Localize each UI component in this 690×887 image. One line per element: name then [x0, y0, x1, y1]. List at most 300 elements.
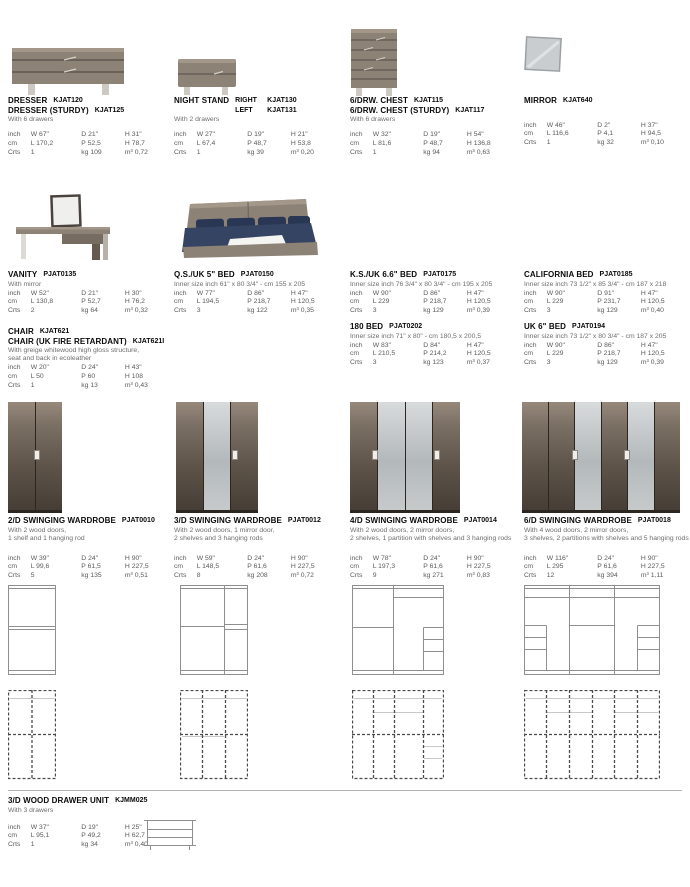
spec-cell: W 78"	[372, 554, 391, 562]
product-description	[524, 107, 688, 115]
spec-cell: Crts	[524, 307, 537, 315]
spec-cell: inch	[350, 341, 363, 349]
spec-cell: H 47"	[640, 341, 658, 349]
wardrobe-mirror-panel	[378, 402, 405, 510]
product-block-nightstand	[174, 96, 338, 157]
spec-cell: 5	[30, 572, 35, 580]
product-code: KJAT131	[267, 106, 297, 114]
spec-cell: inch	[8, 554, 21, 562]
mirror-image	[521, 35, 565, 75]
spec-row	[524, 350, 688, 359]
spec-cell: cm	[8, 298, 18, 306]
spec-row	[350, 342, 514, 351]
door-handle	[34, 450, 40, 460]
description-line: With 6 drawers	[8, 116, 54, 123]
spec-cell: H 78,7	[124, 139, 145, 147]
product-title-row	[174, 96, 338, 115]
product-description	[350, 333, 514, 341]
wardrobe-6d-front-diagram	[524, 585, 660, 677]
spec-cell: 1	[196, 148, 201, 156]
spec-row	[524, 563, 688, 572]
wardrobe-4d-image	[350, 402, 460, 513]
spec-cell: H 31"	[124, 131, 142, 138]
spec-cell: P 60	[81, 372, 96, 380]
spec-cell: P 61,6	[597, 563, 617, 571]
spec-cell: cm	[8, 372, 18, 380]
spec-cell: cm	[524, 298, 534, 306]
product-code: KJAT640	[563, 97, 593, 104]
spec-cell: inch	[174, 289, 187, 297]
spec-row	[8, 307, 172, 316]
spec-cell: m³ 0,51	[124, 572, 148, 580]
spec-cell: H 21"	[290, 131, 308, 138]
variant-label: RIGHT	[235, 97, 257, 104]
door-handle	[624, 450, 630, 460]
product-description	[350, 116, 514, 124]
spec-cell: H 47"	[466, 341, 484, 349]
spec-row	[8, 555, 172, 564]
spec-cell: L 99,6	[30, 563, 50, 571]
spec-row	[8, 572, 172, 581]
spec-cell: kg 129	[597, 359, 618, 367]
spec-cell: 1	[546, 139, 551, 147]
spec-cell: H 90"	[466, 554, 484, 562]
product-title-row	[8, 796, 172, 806]
description-line: 3 shelves, 2 partitions with shelves and 5 hanging rods	[524, 534, 689, 542]
spec-row	[174, 131, 338, 140]
spec-cell: W 59"	[196, 554, 215, 562]
spec-cell: kg 135	[81, 572, 102, 580]
product-variants	[235, 96, 296, 115]
spec-row	[174, 563, 338, 572]
spec-row	[350, 140, 514, 149]
spec-cell: L 229	[546, 350, 564, 358]
spec-cell: W 46"	[546, 121, 565, 129]
dresser-image	[8, 42, 130, 98]
product-title-row	[174, 516, 338, 526]
description-line: With 4 wood doors, 2 mirror doors,	[524, 526, 629, 534]
spec-row	[350, 307, 514, 316]
spec-row	[350, 350, 514, 359]
spec-cell: m³ 0,39	[466, 307, 490, 315]
spec-cell: W 90"	[546, 341, 565, 349]
spec-cell: H 94,5	[640, 130, 661, 138]
spec-row	[8, 364, 172, 373]
spec-cell: m³ 0,32	[124, 307, 148, 315]
spec-row	[350, 298, 514, 307]
product-title-row	[350, 322, 514, 332]
spec-cell: P 52,5	[81, 139, 101, 147]
spec-cell: H 90"	[124, 554, 142, 562]
product-name: 2/D SWINGING WARDROBE	[8, 516, 116, 525]
spec-cell: L 50	[30, 372, 44, 380]
wardrobe-door-panel	[176, 402, 203, 510]
product-code: KJAT125	[94, 106, 125, 114]
product-block-qs-bed	[174, 270, 338, 316]
spec-row	[524, 342, 688, 351]
product-block-chair	[8, 327, 172, 390]
spec-cell: W 37"	[30, 823, 49, 831]
spec-cell: 2	[30, 307, 35, 315]
spec-cell: 8	[196, 572, 201, 580]
spec-cell: cm	[350, 139, 360, 147]
spec-cell: inch	[8, 131, 21, 138]
spec-cell: W 20"	[30, 364, 49, 371]
product-block-uk6-bed	[524, 322, 688, 368]
spec-cell: H 227,5	[124, 563, 149, 571]
product-name: CHAIR	[8, 327, 34, 336]
spec-cell: D 86"	[423, 289, 441, 297]
wardrobe-door-panel	[522, 402, 548, 510]
spec-cell: Crts	[174, 148, 187, 156]
product-name: Q.S./UK 5" BED	[174, 270, 235, 279]
section-divider	[8, 790, 682, 791]
product-title-row	[524, 516, 688, 526]
spec-cell: Crts	[350, 572, 363, 580]
spec-cell: kg 94	[423, 148, 440, 156]
product-description	[174, 527, 338, 543]
spec-table	[350, 290, 514, 316]
spec-row	[524, 130, 688, 139]
description-line: Inner size inch 76 3/4" x 80 3/4" - cm 195 x 205	[350, 280, 493, 288]
spec-cell: P 218,7	[423, 298, 447, 306]
spec-cell: kg 394	[597, 572, 618, 580]
spec-cell: cm	[8, 832, 18, 840]
spec-cell: P 218,7	[247, 298, 271, 306]
spec-cell: inch	[174, 131, 187, 138]
spec-row	[8, 131, 172, 140]
spec-cell: W 90"	[546, 289, 565, 297]
wardrobe-2d-image	[8, 402, 62, 513]
spec-cell: m³ 0,40	[124, 841, 148, 849]
door-handle	[232, 450, 238, 460]
spec-cell: cm	[174, 298, 184, 306]
spec-cell: Crts	[174, 307, 187, 315]
product-block-ks-bed	[350, 270, 514, 316]
spec-row	[174, 290, 338, 299]
spec-cell: W 90"	[372, 289, 391, 297]
product-name: MIRROR	[524, 96, 558, 105]
spec-row	[174, 555, 338, 564]
product-description	[8, 807, 172, 815]
product-code: PJAT0014	[463, 517, 497, 524]
product-title-row	[8, 96, 172, 106]
description-line: 1 shelf and 1 hanging rod	[8, 534, 85, 542]
spec-cell: 12	[546, 572, 555, 580]
description-line: Inner size inch 71" x 80" - cm 180,5 x 200,5	[350, 332, 482, 340]
spec-cell: 3	[372, 307, 377, 315]
wardrobe-mirror-panel	[204, 402, 231, 510]
product-name: 6/D SWINGING WARDROBE	[524, 516, 632, 525]
vanity-image	[10, 193, 116, 261]
spec-row	[174, 140, 338, 149]
spec-cell: Crts	[524, 139, 537, 147]
spec-cell: kg 32	[597, 139, 614, 147]
spec-table	[350, 555, 514, 581]
wardrobe-4d-plan-diagram	[352, 690, 444, 780]
wardrobe-3d-front-diagram	[180, 585, 248, 677]
spec-cell: cm	[174, 563, 184, 571]
product-title-row	[8, 337, 172, 347]
spec-cell: D 2"	[597, 121, 611, 129]
product-code: PJAT0012	[287, 517, 321, 524]
spec-cell: Crts	[524, 359, 537, 367]
spec-row	[8, 382, 172, 391]
spec-row	[524, 298, 688, 307]
product-code: KJAT130	[267, 97, 297, 104]
product-title-row	[350, 96, 514, 106]
spec-cell: D 21"	[81, 131, 99, 138]
product-title-row	[8, 106, 172, 116]
description-line: seat and back in ecoleather	[8, 355, 92, 362]
spec-cell: L 210,5	[372, 350, 396, 358]
spec-cell: H 47"	[290, 289, 308, 297]
spec-row	[524, 307, 688, 316]
spec-cell: m³ 0,20	[290, 148, 314, 156]
spec-row	[350, 290, 514, 299]
spec-cell: 9	[372, 572, 377, 580]
spec-cell: cm	[524, 350, 534, 358]
product-block-wardrobe-2d	[8, 516, 172, 581]
product-title-row	[174, 270, 338, 280]
product-title-row	[8, 270, 172, 280]
wardrobe-2d-front-diagram	[8, 585, 56, 677]
product-block-wardrobe-4d	[350, 516, 514, 581]
description-line: With 2 drawers	[174, 116, 220, 123]
spec-cell: W 52"	[30, 289, 49, 297]
spec-cell: D 19"	[81, 823, 99, 831]
spec-cell: W 32"	[372, 131, 391, 138]
spec-cell: cm	[350, 563, 360, 571]
wardrobe-door-panel	[549, 402, 575, 510]
product-code: PJAT0010	[121, 517, 155, 524]
product-name: DRESSER	[8, 96, 48, 105]
spec-cell: D 24"	[81, 554, 99, 562]
door-handle	[372, 450, 378, 460]
spec-cell: H 62,7	[124, 832, 145, 840]
spec-cell: cm	[524, 563, 534, 571]
spec-cell: m³ 0,63	[466, 148, 490, 156]
spec-cell: inch	[524, 554, 537, 562]
wardrobe-mirror-panel	[406, 402, 433, 510]
product-description	[8, 347, 172, 363]
spec-cell: m³ 0,72	[124, 148, 148, 156]
product-description	[174, 116, 338, 124]
wardrobe-6d-image	[522, 402, 680, 513]
spec-cell: Crts	[524, 572, 537, 580]
spec-cell: cm	[350, 298, 360, 306]
spec-row	[524, 572, 688, 581]
spec-cell: m³ 0,39	[640, 359, 664, 367]
product-code: KJAT120	[53, 97, 83, 104]
spec-cell: m³ 1,11	[640, 572, 664, 580]
spec-cell: L 295	[546, 563, 564, 571]
product-code: KJAT117	[455, 106, 485, 114]
spec-table	[8, 555, 172, 581]
description-line: With 3 drawers	[8, 806, 54, 814]
spec-cell: H 227,5	[466, 563, 491, 571]
description-line: With 2 wood doors, 2 mirror doors,	[350, 526, 455, 534]
spec-cell: inch	[8, 289, 21, 297]
description-line: With greige whitewood high gloss structure,	[8, 347, 140, 354]
spec-row	[524, 139, 688, 148]
product-block-chest	[350, 96, 514, 157]
spec-cell: D 84"	[423, 341, 441, 349]
wardrobe-6d-plan-diagram	[524, 690, 660, 780]
spec-table	[524, 555, 688, 581]
spec-cell: kg 64	[81, 307, 98, 315]
product-name: 180 BED	[350, 322, 384, 331]
spec-row	[174, 307, 338, 316]
spec-table	[524, 342, 688, 368]
product-name: 3/D WOOD DRAWER UNIT	[8, 796, 110, 805]
product-description	[524, 527, 688, 543]
spec-cell: W 67"	[30, 131, 49, 138]
product-code: PJAT0175	[423, 271, 457, 278]
spec-cell: m³ 0,35	[290, 307, 314, 315]
spec-cell: m³ 0,83	[466, 572, 490, 580]
spec-cell: P 214,2	[423, 350, 447, 358]
spec-cell: 3	[546, 359, 551, 367]
spec-cell: P 52,7	[81, 298, 101, 306]
description-line: Inner size inch 73 1/2" x 85 3/4" - cm 187 x 218	[524, 280, 667, 288]
spec-cell: P 61,6	[423, 563, 443, 571]
spec-cell: H 90"	[640, 554, 658, 562]
wardrobe-4d-front-diagram	[352, 585, 444, 677]
spec-cell: H 47"	[640, 289, 658, 297]
spec-cell: kg 34	[81, 841, 98, 849]
spec-cell: inch	[524, 121, 537, 129]
description-line: Inner size inch 61" x 80 3/4" - cm 155 x 205	[174, 280, 306, 288]
spec-cell: D 19"	[247, 131, 265, 138]
spec-cell: L 170,2	[30, 139, 54, 147]
spec-row	[350, 149, 514, 158]
spec-cell: kg 122	[247, 307, 268, 315]
spec-cell: H 76,2	[124, 298, 145, 306]
spec-cell: m³ 0,43	[124, 381, 148, 389]
spec-cell: H 37"	[640, 121, 658, 129]
product-name: VANITY	[8, 270, 38, 279]
spec-row	[524, 555, 688, 564]
product-title-row	[8, 516, 172, 526]
spec-cell: L 197,3	[372, 563, 396, 571]
spec-cell: inch	[350, 554, 363, 562]
spec-cell: m³ 0,10	[640, 139, 664, 147]
spec-cell: P 4,1	[597, 130, 614, 138]
spec-cell: cm	[350, 350, 360, 358]
wardrobe-door-panel	[655, 402, 681, 510]
spec-table	[8, 364, 172, 390]
spec-table	[524, 122, 688, 148]
product-name: NIGHT STAND	[174, 96, 230, 105]
door-handle	[434, 450, 440, 460]
product-block-wardrobe-6d	[524, 516, 688, 581]
product-title-row	[524, 322, 688, 332]
product-block-vanity	[8, 270, 172, 316]
spec-row	[350, 563, 514, 572]
spec-cell: inch	[524, 289, 537, 297]
spec-cell: kg 109	[81, 148, 102, 156]
chest-image	[346, 27, 402, 97]
spec-cell: inch	[350, 131, 363, 138]
wardrobe-mirror-panel	[628, 402, 654, 510]
product-block-mirror	[524, 96, 688, 148]
spec-cell: H 120,5	[640, 298, 665, 306]
product-name: CALIFORNIA BED	[524, 270, 594, 279]
product-code: KJAT115	[413, 97, 444, 104]
product-description	[8, 281, 172, 289]
spec-cell: D 19"	[423, 131, 441, 138]
product-code: KJAT621I	[132, 337, 165, 345]
spec-cell: W 39"	[30, 554, 49, 562]
spec-cell: H 30"	[124, 289, 142, 297]
wardrobe-3d-image	[176, 402, 258, 513]
spec-cell: P 61,5	[81, 563, 101, 571]
spec-cell: L 194,5	[196, 298, 220, 306]
product-title-row	[350, 516, 514, 526]
spec-cell: 1	[30, 381, 35, 389]
spec-cell: P 48,7	[247, 139, 267, 147]
spec-cell: H 227,5	[290, 563, 315, 571]
spec-cell: Crts	[350, 359, 363, 367]
spec-cell: D 24"	[597, 554, 615, 562]
product-description	[8, 527, 172, 543]
spec-table	[350, 342, 514, 368]
spec-cell: P 218,7	[597, 350, 621, 358]
product-code: PJAT0185	[599, 271, 633, 278]
spec-cell: D 24"	[81, 364, 99, 371]
product-name: 4/D SWINGING WARDROBE	[350, 516, 458, 525]
description-line: With mirror	[8, 280, 42, 288]
product-block-wardrobe-3d	[174, 516, 338, 581]
product-name: K.S./UK 6.6" BED	[350, 270, 418, 279]
spec-table	[350, 131, 514, 157]
spec-cell: L 95,1	[30, 832, 50, 840]
spec-cell: Crts	[350, 148, 363, 156]
spec-cell: m³ 0,40	[640, 307, 664, 315]
spec-cell: L 67,4	[196, 139, 216, 147]
spec-cell: P 49,2	[81, 832, 101, 840]
product-name: UK 6" BED	[524, 322, 567, 331]
spec-cell: H 120,5	[466, 350, 491, 358]
product-description	[174, 281, 338, 289]
spec-cell: P 48,7	[423, 139, 443, 147]
wardrobe-door-panel	[8, 402, 35, 510]
spec-cell: inch	[8, 364, 21, 371]
spec-cell: 1	[30, 841, 35, 849]
spec-cell: kg 129	[597, 307, 618, 315]
spec-table	[524, 290, 688, 316]
wardrobe-mirror-panel	[575, 402, 601, 510]
spec-cell: W 116"	[546, 554, 569, 562]
spec-cell: kg 208	[247, 572, 268, 580]
spec-cell: 3	[196, 307, 201, 315]
spec-cell: H 120,5	[640, 350, 665, 358]
spec-cell: cm	[8, 563, 18, 571]
spec-cell: L 148,5	[196, 563, 220, 571]
product-title-row	[524, 270, 688, 280]
wardrobe-2d-plan-diagram	[8, 690, 56, 780]
spec-cell: H 108	[124, 372, 144, 380]
product-description	[350, 527, 514, 543]
spec-cell: H 54"	[466, 131, 484, 138]
spec-row	[8, 290, 172, 299]
description-line: With 2 wood doors,	[8, 526, 67, 534]
product-description	[350, 281, 514, 289]
product-variant	[235, 96, 296, 106]
spec-cell: kg 39	[247, 148, 264, 156]
product-description	[8, 116, 172, 124]
